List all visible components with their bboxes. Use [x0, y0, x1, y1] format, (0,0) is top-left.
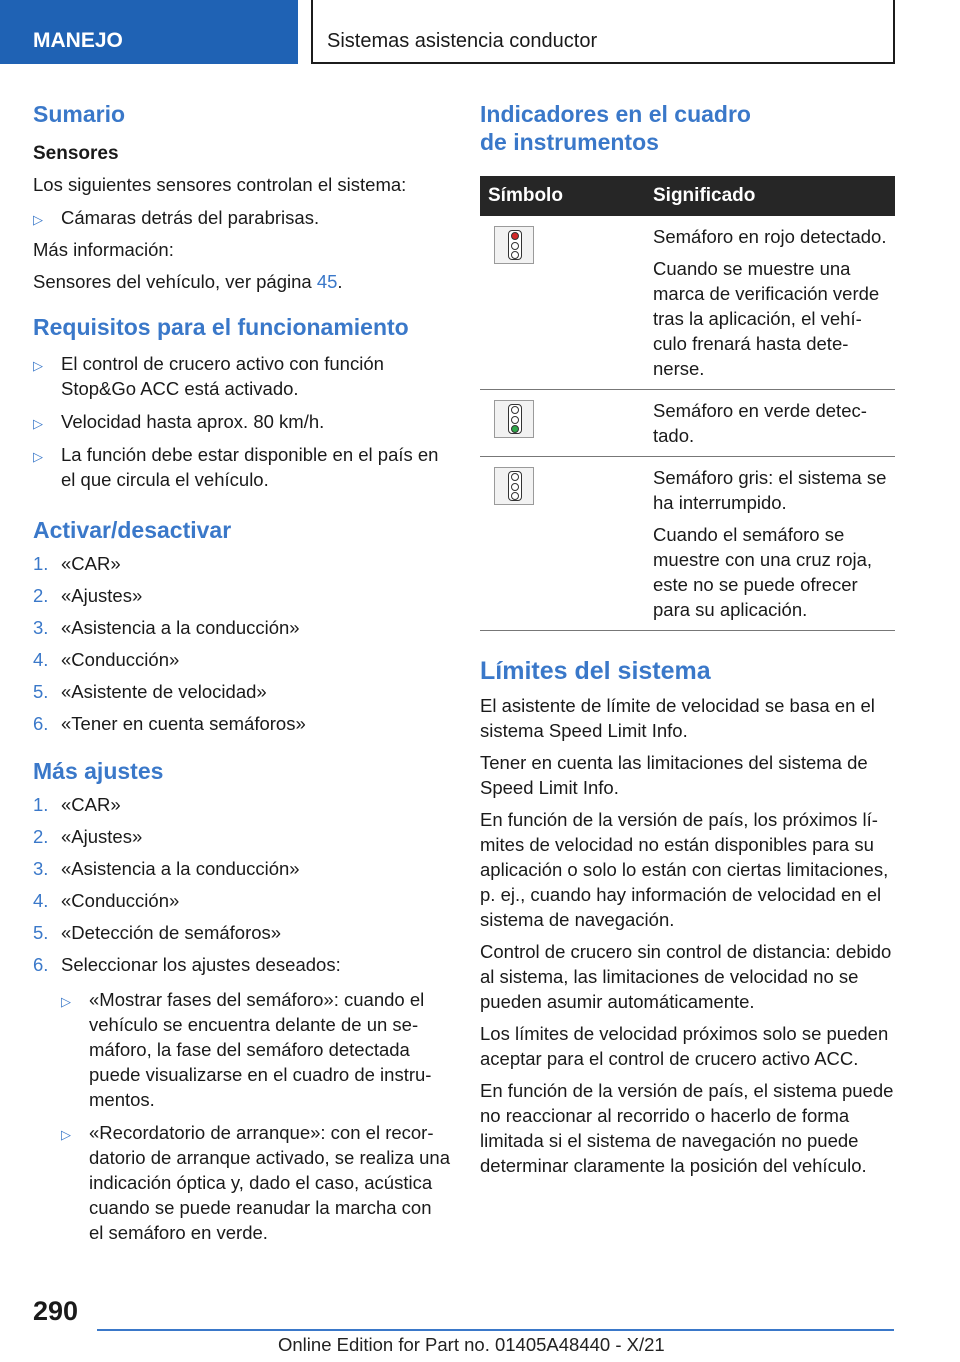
table-row: Semáforo en rojo detectado. Cuando se muestre una marca de verificación verde tras la aplicación, el vehículo frenará hasta detenerse. — [480, 216, 895, 390]
limites-body — [480, 693, 895, 1178]
step-item: 4. «Conducción» — [33, 649, 180, 670]
step-item: 2. «Ajustes» — [33, 585, 143, 606]
mas-informacion: Más información: — [33, 239, 174, 260]
table-header-row — [480, 176, 895, 216]
traffic-light-green-icon — [494, 400, 534, 438]
page-number: 290 — [33, 1296, 79, 1326]
paragraph: Los límites de velocidad próximos solo se pueden aceptar para el control de crucero activo ACC. — [480, 1023, 889, 1069]
heading-requisitos: Requisitos para el funcionamiento — [33, 314, 409, 340]
indicators-table — [480, 176, 895, 631]
step-item: 5. «Detección de semáforos» — [33, 922, 282, 943]
paragraph: Tener en cuenta las limitaciones del sistema de Speed Limit Info. — [480, 752, 868, 798]
step-item: 4. «Conducción» — [33, 890, 180, 911]
traffic-light-red-icon — [494, 226, 534, 264]
step-item: 2. «Ajustes» — [33, 826, 143, 847]
mas-ajustes-steps — [33, 792, 451, 1245]
step-item: 1. «CAR» — [33, 794, 121, 815]
activar-steps — [33, 551, 451, 736]
heading-indicadores: Indicadores en el cuadro de instrumentos — [480, 101, 751, 155]
sub-list — [61, 987, 451, 1245]
page-reference: Sensores del vehículo, ver página 45. — [33, 271, 343, 292]
sensores-intro: Los siguientes sensores controlan el sistema: — [33, 174, 407, 195]
list-item: ▷ Velocidad hasta aprox. 80 km/h. — [33, 409, 451, 434]
triangle-bullet-icon: ▷ — [33, 358, 43, 373]
requisitos-list — [33, 351, 451, 492]
triangle-bullet-icon: ▷ — [33, 449, 43, 464]
triangle-bullet-icon: ▷ — [33, 416, 43, 431]
col-header-meaning: Significado — [645, 176, 895, 216]
list-item: ▷ El control de crucero activo con función Stop&Go ACC está activado. — [33, 353, 384, 399]
paragraph: En función de la versión de país, el sistema puede no reaccionar al recorrido o hacerlo de forma limitada si el sistema de navegación no puede determinar claramente la posición del vehículo. — [480, 1080, 894, 1176]
traffic-light-grey-icon — [494, 467, 534, 505]
chapter-title: Sistemas asistencia conductor — [327, 30, 598, 52]
list-item: ▷ Cámaras detrás del parabrisas. — [33, 205, 451, 230]
table-row: Semáforo en verde detectado. — [480, 390, 895, 457]
left-column — [33, 100, 451, 1253]
heading-limites: Límites del sistema — [480, 657, 711, 685]
right-column — [480, 100, 895, 1178]
table-row: Semáforo gris: el sistema se ha interrumpido. Cuando el semáforo se muestre con una cruz roja, este no se puede ofrecer para su aplicación. — [480, 457, 895, 631]
step-item: 1. «CAR» — [33, 553, 121, 574]
list-item: ▷ La función debe estar disponible en el país en el que circula el vehículo. — [33, 444, 439, 490]
paragraph: En función de la versión de país, los próximos límites de velocidad no están disponibles para su aplicación o solo lo están con ciertas limitaciones, p. ej., cuando hay información de velocidad en el sistema de navegación. — [480, 809, 889, 930]
col-header-symbol: Símbolo — [480, 176, 645, 216]
heading-mas-ajustes: Más ajustes — [33, 758, 164, 784]
heading-activar: Activar/desactivar — [33, 517, 232, 543]
step-item: 3. «Asistencia a la conducción» — [33, 617, 300, 638]
paragraph: Control de crucero sin control de distancia: debido al sistema, las limitaciones de velocidad no se pueden asumir automáticamente. — [480, 941, 892, 1012]
heading-sumario: Sumario — [33, 101, 126, 127]
triangle-bullet-icon: ▷ — [33, 212, 43, 227]
section-title: MANEJO — [33, 29, 123, 52]
page-link[interactable]: 45 — [316, 271, 338, 292]
heading-sensores: Sensores — [33, 143, 119, 164]
footer-divider — [97, 1329, 894, 1331]
section-tab — [0, 0, 298, 64]
step-item: 3. «Asistencia a la conducción» — [33, 858, 300, 879]
step-item: 6. Seleccionar los ajustes deseados: ▷ «Mostrar fases del semáforo»: cuando el vehículo se encuentra delante de un semáforo, la fase del semáforo detectada puede visualizarse en el cuadro de instrumentos. ▷ «Recordatorio de arranque»: con el recordatorio de arranque activado, se realiza una indicación óptica y, dado el caso, acústica cuando se puede reanudar la marcha con el semáforo en verde. — [33, 954, 450, 1243]
sub-list-item: ▷ «Mostrar fases del semáforo»: cuando el vehículo se encuentra delante de un semáforo, la fase del semáforo detectada puede visualizarse en el cuadro de instrumentos. — [61, 989, 432, 1110]
triangle-bullet-icon: ▷ — [61, 994, 71, 1009]
chapter-tab — [311, 0, 895, 64]
edition-note: Online Edition for Part no. 01405A48440 - X/21 — [278, 1334, 665, 1355]
step-item: 6. «Tener en cuenta semáforos» — [33, 713, 306, 734]
paragraph: El asistente de límite de velocidad se basa en el sistema Speed Limit Info. — [480, 695, 875, 741]
triangle-bullet-icon: ▷ — [61, 1127, 71, 1142]
step-item: 5. «Asistente de velocidad» — [33, 681, 267, 702]
sub-list-item: ▷ «Recordatorio de arranque»: con el recordatorio de arranque activado, se realiza una indicación óptica y, dado el caso, acústica cuando se puede reanudar la marcha con el semáforo en verde. — [61, 1122, 450, 1243]
